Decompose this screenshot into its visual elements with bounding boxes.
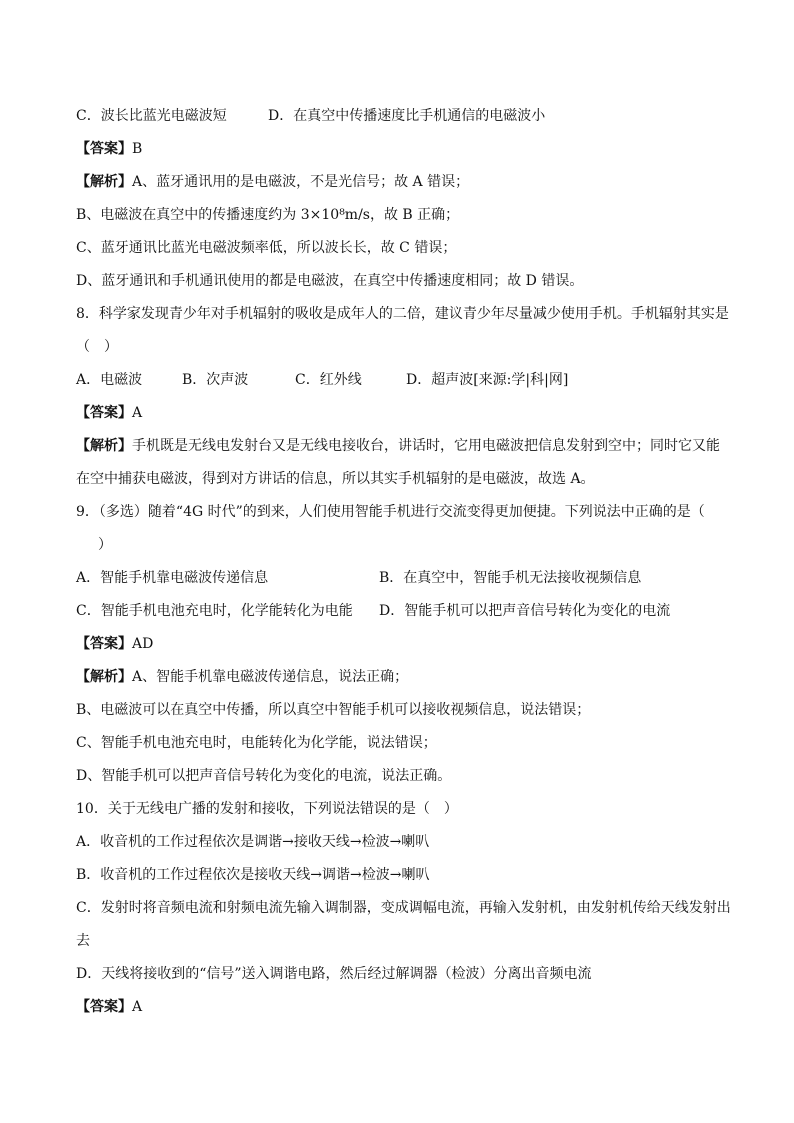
q8-stem: 8．科学家发现青少年对手机辐射的吸收是成年人的二倍，建议青少年尽量减少使用手机。手机辐射其实是 bbox=[76, 306, 729, 322]
q7-analysis-line: D、蓝牙通讯和手机通讯使用的都是电磁波，在真空中传播速度相同；故 D 错误。 bbox=[76, 273, 584, 289]
q8-stem-bracket: （ ） bbox=[76, 339, 118, 355]
q9-option-b: B．在真空中，智能手机无法接收视频信息 bbox=[379, 570, 642, 586]
answer-value: B bbox=[132, 141, 143, 157]
analysis-text: A、蓝牙通讯用的是电磁波，不是光信号；故 A 错误； bbox=[132, 174, 470, 190]
q7-option-d: D．在真空中传播速度比手机通信的电磁波小 bbox=[268, 108, 546, 124]
answer-label: 【答案】 bbox=[76, 405, 132, 421]
q10-option-a: A．收音机的工作过程依次是调谐→接收天线→检波→喇叭 bbox=[76, 834, 430, 850]
q9-stem-bracket: ） bbox=[98, 537, 112, 553]
q9-options-cd bbox=[76, 601, 671, 621]
answer-label: 【答案】 bbox=[76, 999, 132, 1015]
analysis-label: 【解析】 bbox=[76, 669, 132, 685]
q8-option-d: D．超声波[来源:学|科|网] bbox=[406, 372, 569, 388]
q7-answer bbox=[76, 139, 142, 159]
q9-analysis-line bbox=[76, 667, 408, 687]
q9-option-a: A．智能手机靠电磁波传递信息 bbox=[76, 570, 269, 586]
q9-analysis-line: B、电磁波可以在真空中传播，所以真空中智能手机可以接收视频信息，说法错误； bbox=[76, 702, 591, 718]
q10-option-c: C．发射时将音频电流和射频电流先输入调制器，变成调幅电流，再输入发射机，由发射机传给天线发射出 bbox=[76, 900, 731, 916]
analysis-text: 手机既是无线电发射台又是无线电接收台，讲话时，它用电磁波把信息发射到空中；同时它又能 bbox=[132, 438, 720, 454]
q8-option-b: B．次声波 bbox=[182, 372, 249, 388]
q8-options bbox=[76, 370, 569, 390]
q10-stem: 10．关于无线电广播的发射和接收，下列说法错误的是（ ） bbox=[76, 801, 458, 817]
q8-option-a: A．电磁波 bbox=[76, 372, 143, 388]
analysis-label: 【解析】 bbox=[76, 174, 132, 190]
answer-value: A bbox=[132, 999, 143, 1015]
q8-analysis-line bbox=[76, 436, 720, 456]
q7-option-c: C．波长比蓝光电磁波短 bbox=[76, 108, 227, 124]
q9-options-ab bbox=[76, 568, 642, 588]
q10-option-c-cont: 去 bbox=[76, 933, 90, 949]
q9-analysis-line: C、智能手机电池充电时，电能转化为化学能，说法错误； bbox=[76, 735, 437, 751]
q8-option-c: C．红外线 bbox=[295, 372, 362, 388]
analysis-label: 【解析】 bbox=[76, 438, 132, 454]
q7-analysis-line bbox=[76, 172, 469, 192]
answer-label: 【答案】 bbox=[76, 141, 132, 157]
q9-answer bbox=[76, 634, 153, 654]
q9-option-d: D．智能手机可以把声音信号转化为变化的电流 bbox=[379, 603, 671, 619]
q10-answer bbox=[76, 997, 142, 1017]
q9-stem: 9．（多选）随着“4G 时代”的到来，人们使用智能手机进行交流变得更加便捷。下列说法中正确的是（ bbox=[76, 504, 705, 520]
answer-value: A bbox=[132, 405, 143, 421]
analysis-text: A、智能手机靠电磁波传递信息，说法正确； bbox=[132, 669, 409, 685]
q10-option-b: B．收音机的工作过程依次是接收天线→调谐→检波→喇叭 bbox=[76, 867, 430, 883]
q10-option-d: D．天线将接收到的“信号”送入调谐电路，然后经过解调器（检波）分离出音频电流 bbox=[76, 966, 592, 982]
q7-options-cd bbox=[76, 106, 546, 126]
q7-analysis-line: C、蓝牙通讯比蓝光电磁波频率低，所以波长长，故 C 错误； bbox=[76, 240, 457, 256]
q9-option-c: C．智能手机电池充电时，化学能转化为电能 bbox=[76, 603, 353, 619]
q9-analysis-line: D、智能手机可以把声音信号转化为变化的电流，说法正确。 bbox=[76, 768, 452, 784]
q7-analysis-line: B、电磁波在真空中的传播速度约为 3×10⁸m/s，故 B 正确； bbox=[76, 207, 460, 223]
q8-answer bbox=[76, 403, 142, 423]
answer-value: AD bbox=[132, 636, 154, 652]
q8-analysis-line: 在空中捕获电磁波，得到对方讲话的信息，所以其实手机辐射的是电磁波，故选 A。 bbox=[76, 471, 595, 487]
answer-label: 【答案】 bbox=[76, 636, 132, 652]
